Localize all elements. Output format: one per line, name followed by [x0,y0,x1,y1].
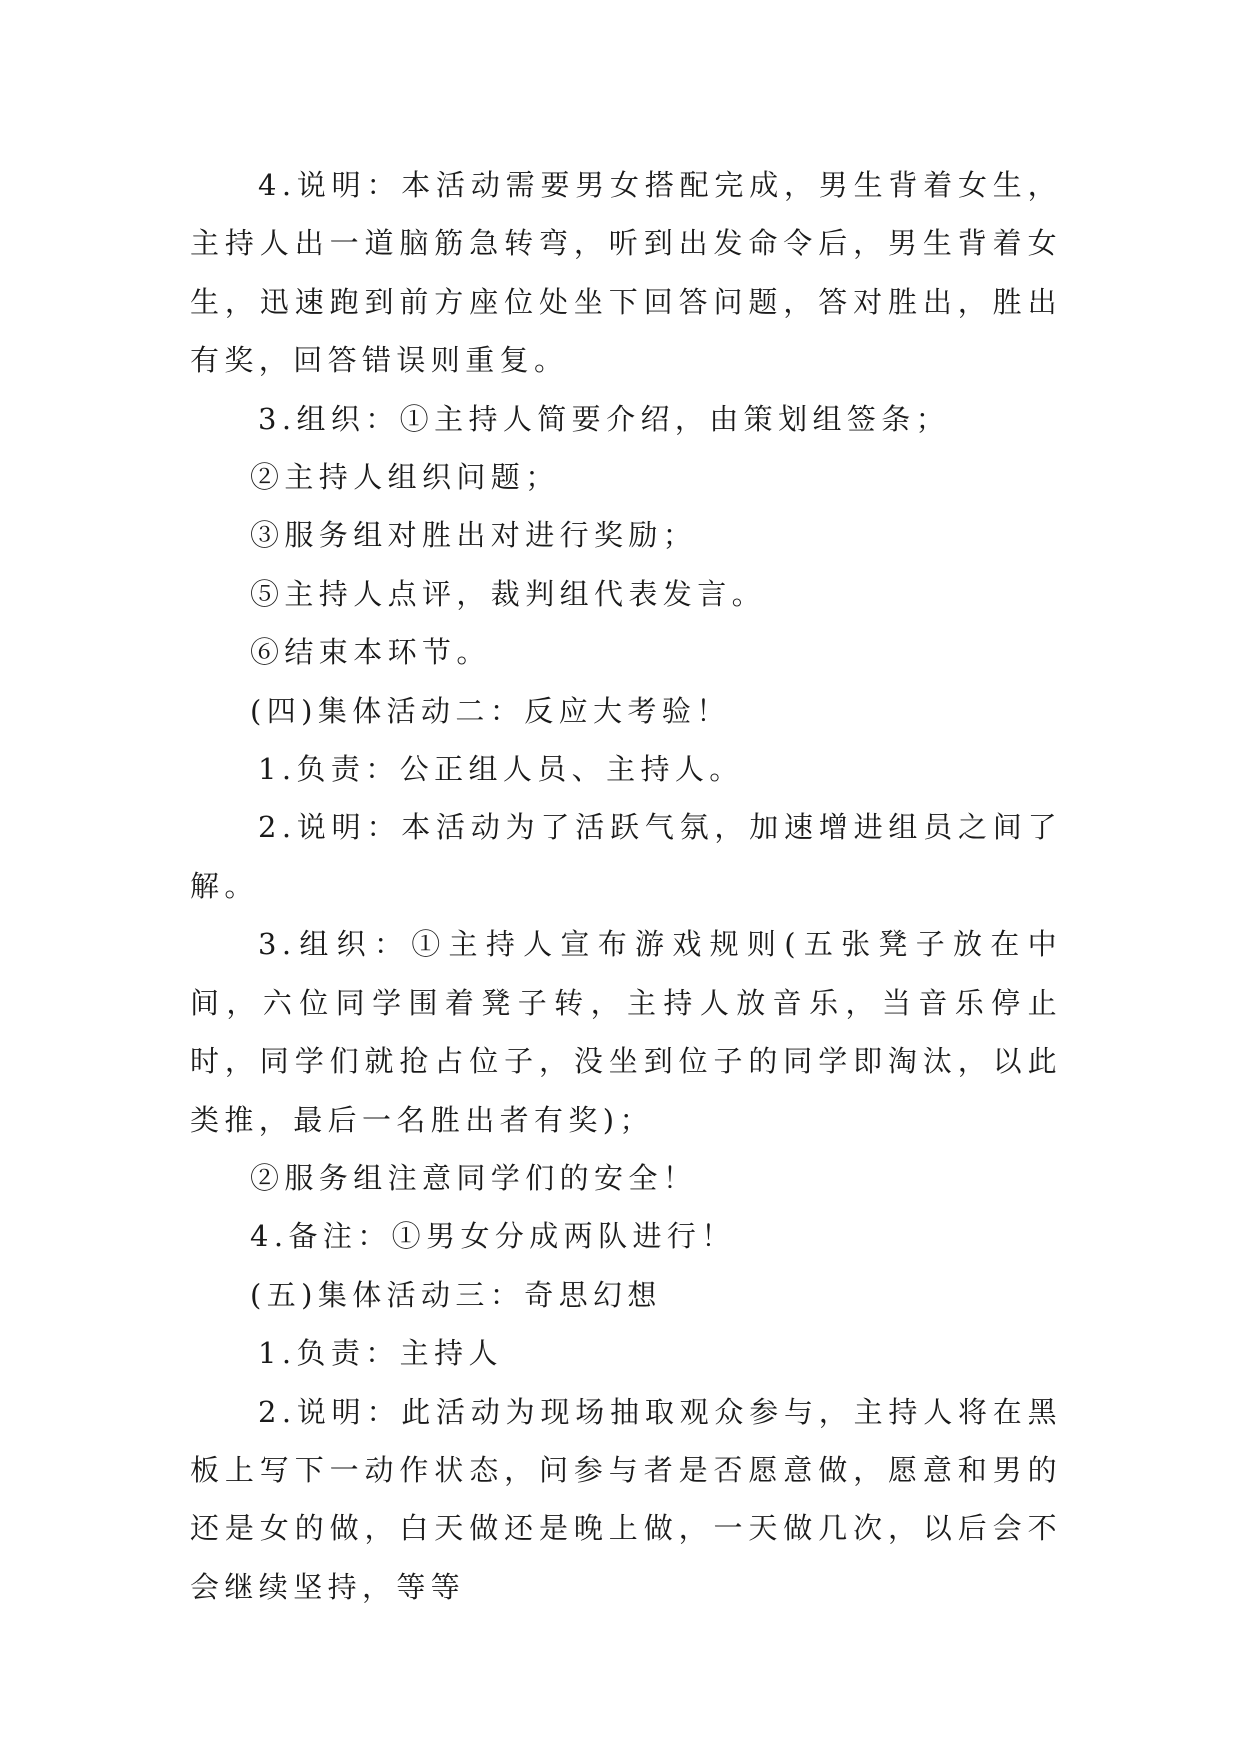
list-item-service-reward: ③服务组对胜出对进行奖励； [250,518,698,553]
paragraph-organization-3: 3.组织：①主持人简要介绍，由策划组签条； [258,401,951,436]
paragraph-remarks-4: 4.备注：①男女分成两队进行！ [250,1219,736,1254]
list-item-host-comment: ⑤主持人点评，裁判组代表发言。 [250,576,767,611]
paragraph-explanation-2b: 2.说明：此活动为现场抽取观众参与，主持人将在黑板上写下一动作状态，问参与者是否愿意做，愿意和男的还是女的做，白天做还是晚上做，一天做几次，以后会不会继续坚持，等等 [190,1394,1062,1604]
section-heading-activity-2: (四)集体活动二：反应大考验！ [250,693,731,728]
paragraph-explanation-4: 4.说明：本活动需要男女搭配完成，男生背着女生，主持人出一道脑筋急转弯，听到出发命令后，男生背着女生，迅速跑到前方座位处坐下回答问题，答对胜出，胜出有奖，回答错误则重复。 [190,168,1062,378]
paragraph-organization-3b: 3.组织：①主持人宣布游戏规则(五张凳子放在中间，六位同学围着凳子转，主持人放音乐，当音乐停止时，同学们就抢占位子，没坐到位子的同学即淘汰，以此类推，最后一名胜出者有奖)； [190,927,1062,1137]
paragraph-responsible-1b: 1.负责：主持人 [258,1336,503,1371]
list-item-host-organize: ②主持人组织问题； [250,460,560,495]
paragraph-explanation-2: 2.说明：本活动为了活跃气氛，加速增进组员之间了解。 [190,810,1062,903]
list-item-safety: ②服务组注意同学们的安全！ [250,1160,698,1195]
list-item-end-section: ⑥结束本环节。 [250,635,491,670]
section-heading-activity-3: (五)集体活动三：奇思幻想 [250,1277,662,1312]
paragraph-responsible-1: 1.负责：公正组人员、主持人。 [258,752,744,787]
document-body [190,156,1062,1616]
